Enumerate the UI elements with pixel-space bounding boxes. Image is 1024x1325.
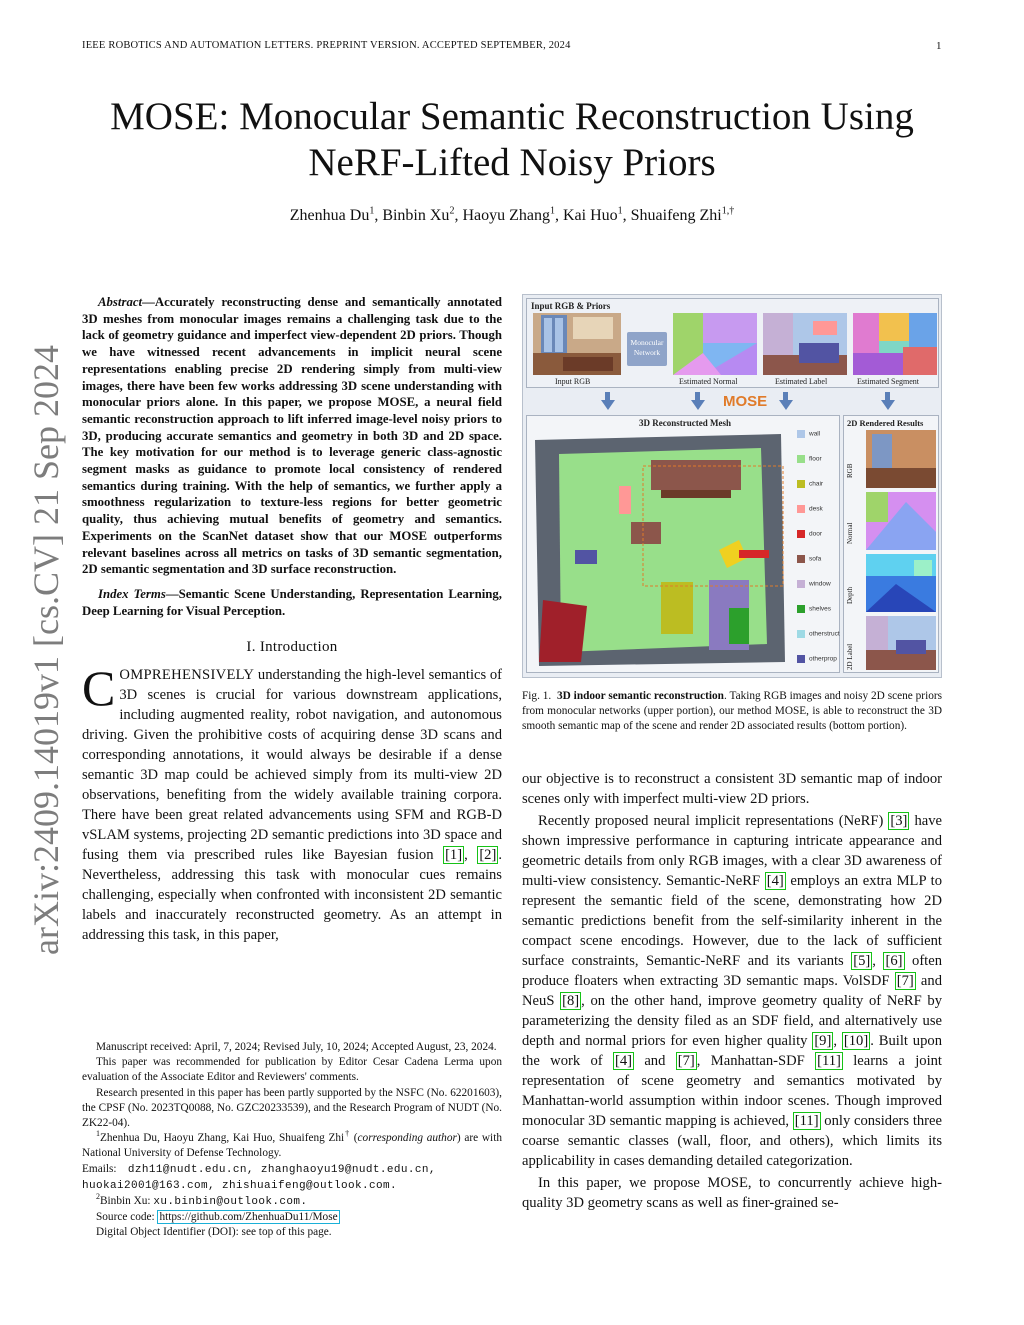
legend-label: otherprop [809, 655, 837, 663]
email-list-line[interactable]: dzh11@nudt.edu.cn, zhanghaoyu19@nudt.edu.cn, [127, 1163, 436, 1176]
right-paragraph-2 [522, 811, 942, 1171]
abstract-lead: Abstract— [98, 295, 155, 309]
author-separator: , [374, 207, 383, 224]
index-terms [82, 586, 502, 619]
intro-text-b: . Nevertheless, addressing this task with monocular cues remains challenging, especially when confronted with inconsistent 2D semantic labels and inaccurately reconstructed geometry. As an attempt in addressing this task, in this paper, [82, 847, 502, 944]
input-priors-panel [526, 298, 939, 388]
text-span: and [634, 1053, 676, 1069]
footnote-doi: Digital Object Identifier (DOI): see top of this page. [96, 1226, 332, 1239]
legend-swatch [797, 630, 805, 638]
citation-link[interactable]: [2] [479, 847, 497, 864]
section-heading-introduction: I. Introduction [246, 639, 338, 656]
citation-link[interactable]: [4] [614, 1053, 632, 1069]
author-list [82, 207, 942, 225]
footnote-sup: 1 [96, 1129, 100, 1139]
title-line-2: NeRF-Lifted Noisy Priors [308, 141, 716, 184]
text-span: employs an extra MLP to represent the semantic field of the scene, demonstrating how 2D semantic predictions benefit from the self-similarity inherent in the compact scene encodings. However, due to the lack of sufficient surface constraints, Semantic-NeRF and its variants [522, 873, 943, 969]
render-row-label: 2D Label [846, 643, 854, 670]
input-rgb-image [533, 313, 621, 375]
legend-item [797, 430, 820, 438]
footnote-emails [82, 1162, 502, 1178]
estimated-normal-image [673, 313, 757, 375]
footnote-text: ( [350, 1132, 358, 1145]
intro-text-a: understanding the high-level semantics of 3D scenes is crucial for various downstream applications, including augmented reality, robot navigation, and autonomous driving. Given the prohibitive costs of acquiring dense 3D scans and corresponding annotations, it would always be desirable if a dense semantic 3D map could be achieved simply from its multi-view 2D observations, benefiting from the widely available training corpora. There have been great related advancements using SFM and RGB-D vSLAM systems, projecting 2D semantic predictions into 3D space and fusing them via prescribed rules like Bayesian fusion [82, 667, 502, 864]
reconstructed-mesh-panel [526, 415, 840, 673]
right-column-text [522, 769, 942, 1215]
citation-link[interactable]: [5] [853, 953, 871, 969]
citation-link[interactable]: [3] [890, 813, 908, 829]
legend-item [797, 505, 823, 513]
monocular-network-box: Monocular Network [627, 332, 667, 366]
legend-swatch [797, 505, 805, 513]
footnote-source-code [82, 1210, 502, 1225]
rendered-depth-image [866, 554, 936, 612]
caption-bold: 3D indoor semantic reconstruction [557, 690, 724, 702]
right-paragraph-3: In this paper, we propose MOSE, to concurrently achieve high-quality 3D geometry scans as well as finer-grained se- [522, 1175, 942, 1211]
author-separator: , [622, 207, 631, 224]
legend-swatch [797, 555, 805, 563]
index-terms-lead: Index Terms [98, 586, 166, 601]
legend-swatch [797, 480, 805, 488]
label-estimated-normal: Estimated Normal [679, 377, 738, 386]
footnote-recommended: This paper was recommended for publication by Editor Cesar Cadena Lerma upon evaluation of the Associate Editor and Reviewers' comments. [82, 1056, 502, 1084]
citation-link[interactable]: [6] [885, 953, 903, 969]
caption-label: Fig. 1. [522, 690, 552, 702]
estimated-segment-image [853, 313, 937, 375]
footnote-received: Manuscript received: April, 7, 2024; Revised July, 10, 2024; Accepted August, 23, 2024. [96, 1041, 497, 1053]
author-separator: , [554, 207, 563, 224]
legend-label: door [809, 530, 823, 538]
legend-item [797, 455, 822, 463]
author-name: Haoyu Zhang [462, 207, 550, 224]
email-link[interactable]: xu.binbin@outlook.com. [153, 1196, 308, 1209]
title-line-1: MOSE: Monocular Semantic Reconstruction Using [110, 95, 914, 138]
legend-label: sofa [809, 555, 822, 563]
author-name: Shuaifeng Zhi [630, 207, 722, 224]
flow-arrow-stem [695, 392, 700, 400]
figure-1-caption [522, 689, 942, 735]
author-name: Zhenhua Du [289, 207, 370, 224]
legend-label: chair [809, 480, 824, 488]
footnote-dagger: † [344, 1129, 351, 1139]
author-name: Kai Huo [562, 207, 618, 224]
legend-swatch [797, 605, 805, 613]
text-span: , Manhattan-SDF [696, 1053, 816, 1069]
flow-arrow-icon [691, 400, 705, 410]
legend-swatch [797, 580, 805, 588]
legend-swatch [797, 655, 805, 663]
abstract [82, 294, 502, 578]
text-span: . Built upon the work of [522, 1033, 942, 1069]
author-separator: , [454, 207, 463, 224]
text-span: , [872, 953, 884, 969]
footnote-funding: Research presented in this paper has been partly supported by the NSFC (No. 62201603), the CPSF (No. 2023TQ0088, No. GZC20233539), and the Research Program of NUDT (No. ZK22-04). [82, 1086, 502, 1130]
legend-item [797, 530, 822, 538]
legend-item [797, 605, 831, 613]
legend-label: desk [809, 505, 823, 513]
author-affiliation: 1,† [721, 205, 735, 217]
label-estimated-label: Estimated Label [775, 377, 828, 386]
citation-link[interactable]: [7] [896, 973, 914, 989]
input-priors-title: Input RGB & Priors [531, 301, 611, 311]
legend-swatch [797, 530, 805, 538]
legend-label: wall [809, 430, 821, 438]
text-span: have shown impressive performance in capturing intricate appearance and geometric details from only RGB images, with a clear 3D awareness of multi-view consistency. Semantic-NeRF [522, 813, 942, 889]
text-span: only considers three coarse semantic classes (wall, floor, and others), which limits its applicability in cases demanding detailed categorization. [522, 1113, 942, 1169]
footnote-authors: Zhenhua Du, Haoyu Zhang, Kai Huo, Shuaifeng Zhi [100, 1132, 345, 1145]
flow-arrow-icon [881, 400, 895, 410]
legend-label: floor [809, 455, 822, 463]
footnote-emails-2 [82, 1178, 502, 1194]
text-span: , [833, 1033, 842, 1049]
legend-label: shelves [809, 605, 832, 613]
rendered-results-panel [843, 415, 939, 673]
label-input-rgb: Input RGB [555, 377, 591, 386]
estimated-label-image [763, 313, 847, 375]
citation-link[interactable]: [11] [817, 1053, 841, 1069]
dropcap-letter: C [82, 660, 116, 717]
author-affiliation: 1 [549, 205, 555, 217]
legend-item [797, 555, 821, 563]
footnote-corresponding: corresponding author [357, 1132, 457, 1145]
flow-arrow-stem [783, 392, 788, 400]
right-paragraph-1: our objective is to reconstruct a consistent 3D semantic map of indoor scenes only with imperfect multi-view 2D priors. [522, 771, 942, 807]
footnote-text: Binbin Xu: [100, 1195, 154, 1208]
citation-link[interactable]: [7] [677, 1053, 695, 1069]
footnote-sup: 2 [96, 1192, 100, 1202]
render-row-label: Depth [846, 586, 854, 604]
source-label: Source code: [96, 1211, 158, 1224]
emails-label: Emails: [82, 1162, 117, 1175]
legend-item [797, 580, 831, 588]
running-head: IEEE ROBOTICS AND AUTOMATION LETTERS. PREPRINT VERSION. ACCEPTED SEPTEMBER, 2024 [82, 40, 571, 51]
render-row-label: RGB [846, 463, 854, 478]
intro-paragraph [82, 660, 502, 945]
left-column [82, 294, 502, 947]
legend-swatch [797, 455, 805, 463]
page-number: 1 [936, 40, 942, 52]
render-row-label: Normal [846, 522, 854, 544]
text-span: and NeuS [522, 973, 942, 1009]
intro-smallcaps: OMPREHENSIVELY [119, 667, 255, 684]
text-span: often produce floaters when extracting 3D semantic maps. VolSDF [522, 953, 943, 989]
citation-link[interactable]: [1] [445, 847, 463, 864]
source-code-link[interactable]: https://github.com/ZhenhuaDu11/Mose [159, 1211, 338, 1224]
footnote-affiliation-1 [82, 1131, 502, 1161]
footnote-affiliation-2 [82, 1194, 502, 1210]
mesh-panel-title: 3D Reconstructed Mesh [639, 418, 731, 428]
footnote-text: ) are with National University of Defense Technology. [82, 1132, 502, 1160]
label-estimated-segment: Estimated Segment [857, 377, 919, 386]
text-span: Recently proposed neural implicit representations (NeRF) [538, 813, 889, 829]
citation-link[interactable]: [4] [766, 873, 784, 889]
legend-item [797, 655, 837, 663]
abstract-text: Accurately reconstructing dense and semantically annotated 3D meshes from monocular images remains a challenging task due to the lack of geometry guidance and imperfect view-dependent 2D priors. Though we have witnessed recent advancements in implicit neural scene representations enabling precise 2D rendering simply from multi-view images, there have been few works addressing 3D scene understanding with monocular priors alone. In this paper, we propose MOSE, a neural field semantic reconstruction approach to lift inferred image-level noisy priors to 3D, producing accurate semantics and geometry in both 3D and 2D space. The key motivation for our method is to leverage generic class-agnostic segment masks as guidance to promote local consistency of rendered semantics during training. With the help of semantics, we further apply a smoothness regularization to texture-less regions for better geometric quality, thus achieving mutual benefits of geometry and semantics. Experiments on the ScanNet dataset show that our MOSE outperforms relevant baselines across all metrics on tasks of 3D semantic segmentation, 2D semantic segmentation and 3D surface reconstruction. [82, 295, 502, 577]
index-terms-text: —Semantic Scene Understanding, Representation Learning, Deep Learning for Visual Perception. [82, 586, 502, 618]
email-list-line[interactable]: huokai2001@163.com, zhishuaifeng@outlook.com. [82, 1179, 398, 1192]
paper-title [82, 94, 942, 186]
mose-method-label: MOSE [723, 393, 768, 410]
rendered-rgb-image [866, 430, 936, 488]
introduction-text [82, 660, 502, 945]
citation-separator: , [464, 847, 478, 864]
text-span: , on the other hand, improve geometry quality of NeRF by parameterizing the density filed as an SDF field, and alternatively use depth and normal priors for even higher quality [522, 993, 942, 1049]
legend-label: window [809, 580, 831, 588]
author-affiliation: 2 [449, 205, 455, 217]
citation-link[interactable]: [8] [562, 993, 580, 1009]
legend-label: otherstruct [809, 630, 840, 638]
rendered-normal-image [866, 492, 936, 550]
flow-arrow-stem [605, 392, 610, 400]
legend-swatch [797, 430, 805, 438]
legend-item [797, 630, 840, 638]
rendered-label-image [866, 616, 936, 670]
flow-arrow-stem [885, 392, 890, 400]
semantic-mesh-render [531, 430, 789, 668]
render-panel-title: 2D Rendered Results [847, 418, 924, 428]
legend-item [797, 480, 823, 488]
flow-arrow-icon [601, 400, 615, 410]
author-affiliation: 1 [369, 205, 375, 217]
flow-arrow-icon [779, 400, 793, 410]
citation-link[interactable]: [10] [843, 1033, 869, 1049]
caption-text: . Taking RGB images and noisy 2D scene priors from monocular networks (upper portion), our method MOSE, is able to reconstruct the 3D smooth semantic map of the scene and render 2D associated results (bottom portion). [522, 690, 943, 733]
citation-link[interactable]: [9] [814, 1033, 832, 1049]
figure-1 [522, 294, 942, 678]
footnotes [82, 1040, 502, 1241]
author-affiliation: 1 [617, 205, 623, 217]
author-name: Binbin Xu [382, 207, 450, 224]
arxiv-stamp: arXiv:2409.14019v1 [cs.CV] 21 Sep 2024 [26, 345, 66, 955]
text-span: learns a joint representation of scene geometry and semantics motivated by Manhattan-world assumption within indoor scenes. Though improved monocular 3D semantic mapping is achieved, [522, 1053, 942, 1129]
citation-link[interactable]: [11] [794, 1113, 819, 1129]
